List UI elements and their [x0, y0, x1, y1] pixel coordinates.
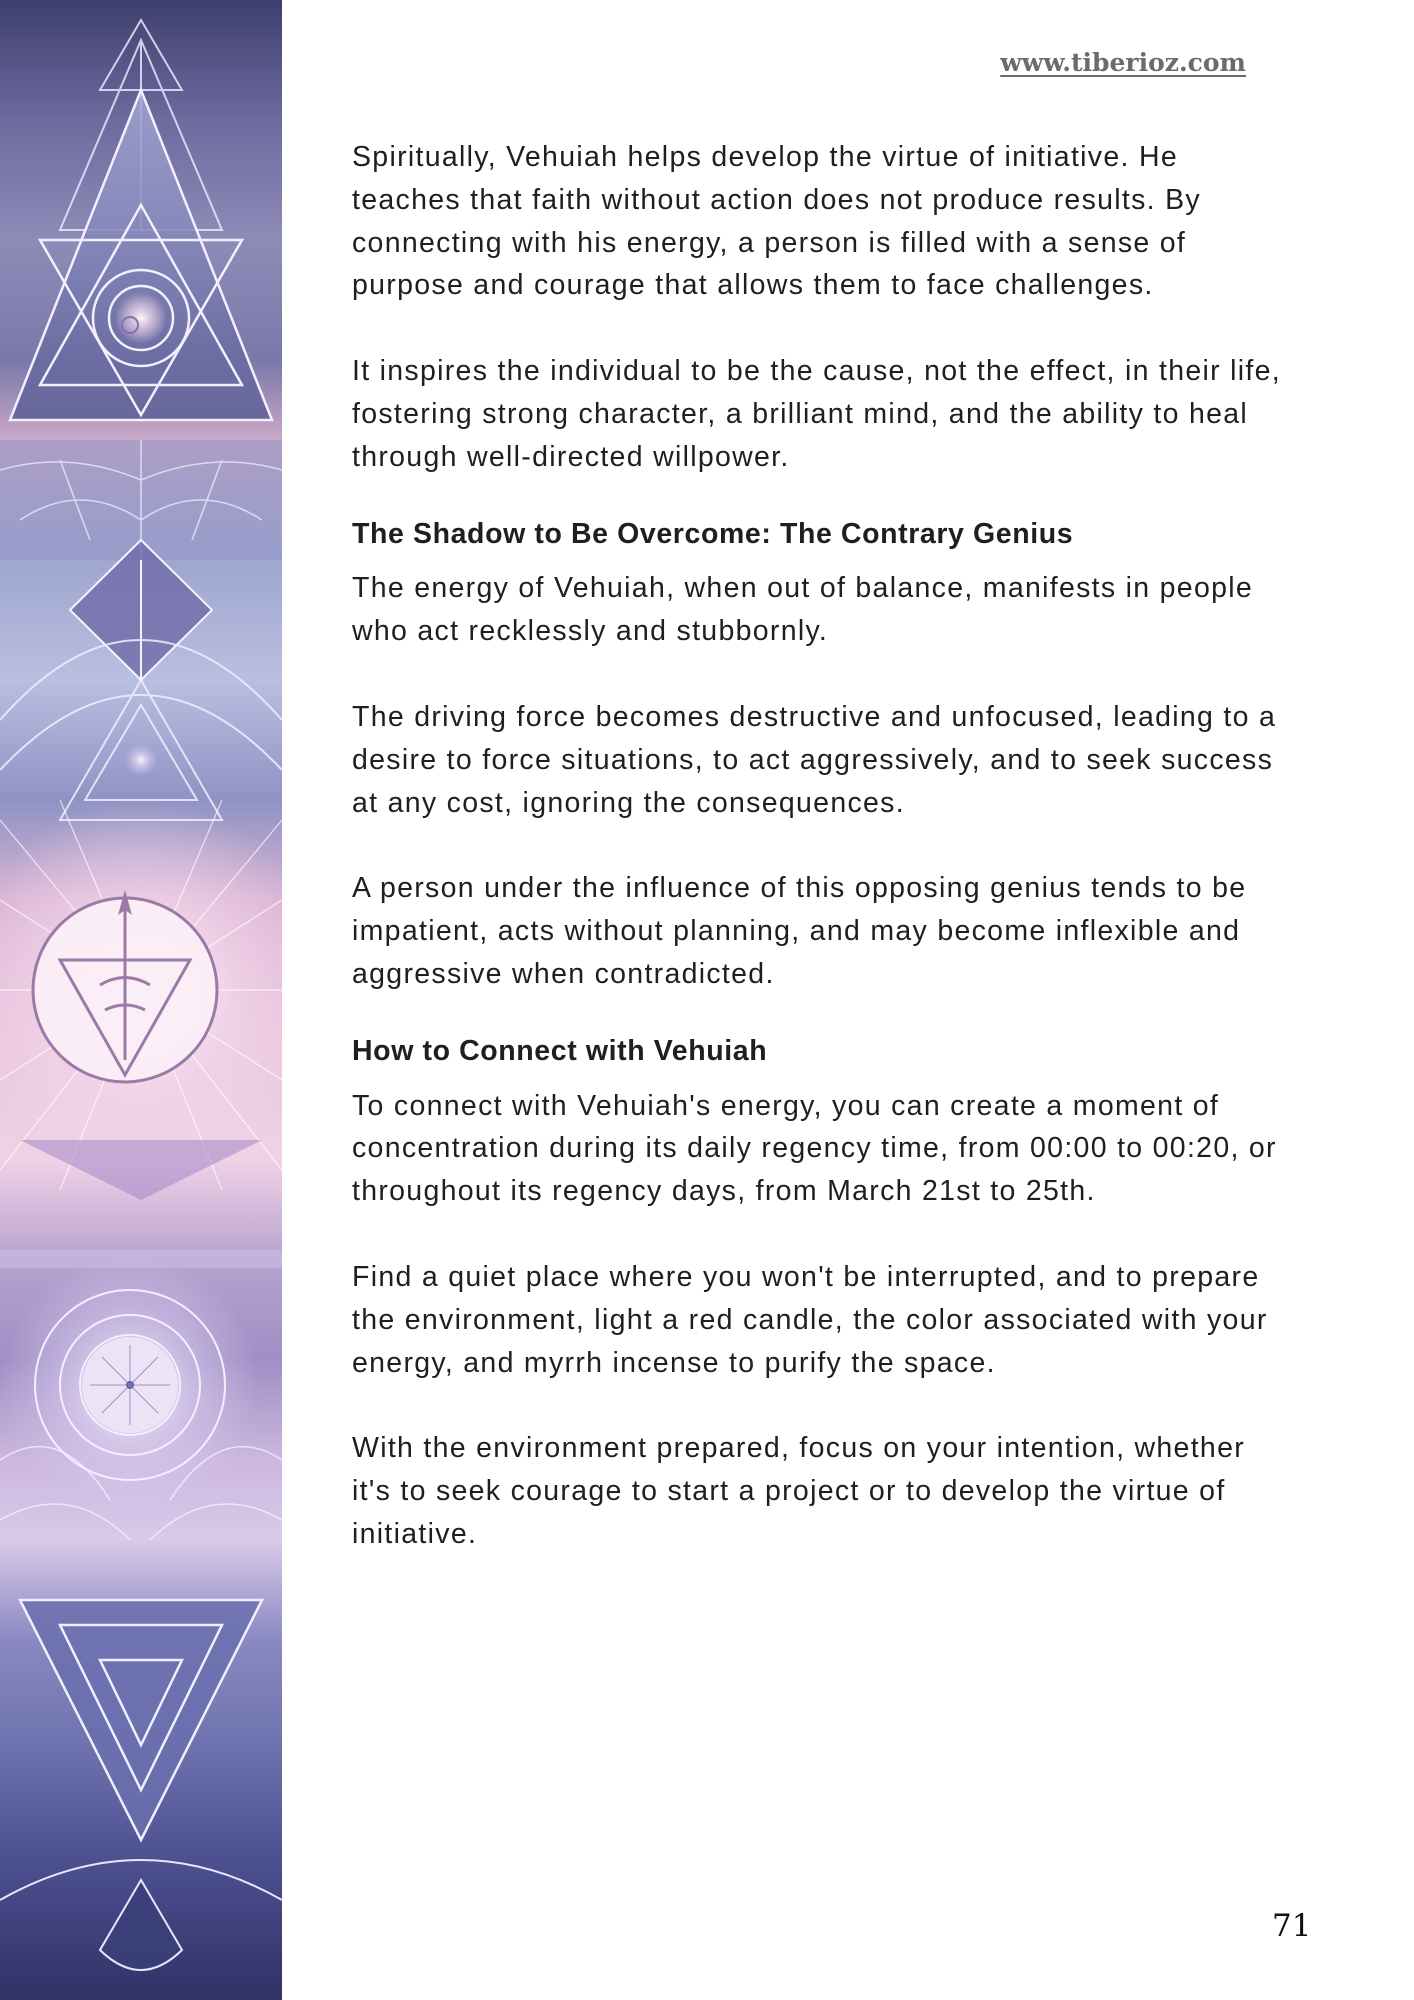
paragraph-focus-intention: With the environment prepared, focus on your intention, whether it's to seek courage to start a project or to develop the virtue of initiative. [352, 1432, 1246, 1550]
paragraph-regency-time: To connect with Vehuiah's energy, you can create a moment of concentration during its daily regency time, from 00:00 to 00:20, or throughout its regency days, from March 21st to 25th. [352, 1089, 1277, 1208]
heading-shadow-contrary-genius: The Shadow to Be Overcome: The Contrary Genius [352, 517, 1074, 550]
paragraph-quiet-place: Find a quiet place where you won't be interrupted, and to prepare the environment, light a red candle, the color associated with your energy, and myrrh incense to purify the space. [352, 1260, 1268, 1379]
main-content [352, 136, 1282, 1599]
website-link[interactable]: www.tiberioz.com [1000, 48, 1246, 77]
paragraph-out-of-balance: The energy of Vehuiah, when out of balance, manifests in people who act recklessly and stubbornly. [352, 572, 1254, 648]
page-number: 71 [1272, 1908, 1312, 1944]
paragraph-opposing-genius: A person under the influence of this opposing genius tends to be impatient, acts without planning, and may become inflexible and aggressive when contradicted. [352, 872, 1247, 990]
decorative-side-illustration [0, 0, 282, 2000]
heading-how-to-connect: How to Connect with Vehuiah [352, 1034, 768, 1067]
sacred-geometry-art [0, 0, 282, 2000]
paragraph-virtue-of-initiative: Spiritually, Vehuiah helps develop the virtue of initiative. He teaches that faith without action does not produce results. By connecting with his energy, a person is filled with a sense of purpose and courage that allows them to face challenges. [352, 141, 1201, 302]
paragraph-cause-not-effect: It inspires the individual to be the cause, not the effect, in their life, fostering strong character, a brilliant mind, and the ability to heal through well-directed willpower. [352, 355, 1282, 473]
paragraph-driving-force: The driving force becomes destructive and unfocused, leading to a desire to force situations, to act aggressively, and to seek success at any cost, ignoring the consequences. [352, 700, 1277, 819]
